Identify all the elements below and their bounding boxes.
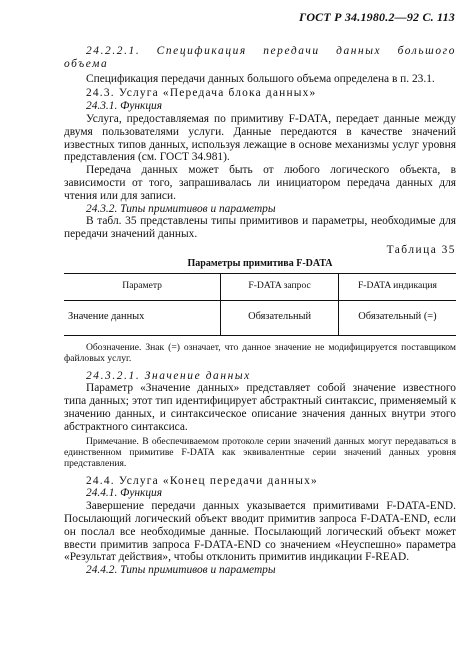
table-note: Обозначение. Знак (=) означает, что данное значение не модифицируется поставщиком файловых услуг. (64, 341, 456, 364)
section-heading-24321: 24.3.2.1. Значение данных (86, 369, 251, 382)
subheading-2432: 24.3.2. Типы примитивов и параметры (86, 202, 276, 215)
note-24321: Примечание. В обеспечиваемом протоколе серии значений данных могут передаваться в единственном примитиве F-DATA как эквивалентные серии значений данных уровня представления. (64, 435, 456, 469)
table-cell-indication: Обязательный (=) (338, 300, 456, 335)
section-heading-24221: 24.2.2.1. Спецификация передачи данных большого объема (64, 45, 456, 70)
page-header: ГОСТ Р 34.1980.2—92 С. 113 (299, 10, 455, 24)
table-caption: Таблица 35 (386, 243, 456, 256)
table-header-indication: F-DATA индикация (338, 273, 456, 300)
table-header-row (64, 273, 456, 300)
table-row (64, 300, 456, 335)
section-heading-244: 24.4. Услуга «Конец передачи данных» (86, 474, 318, 487)
subheading-2431: 24.3.1. Функция (86, 100, 163, 113)
paragraph-2431-1: Услуга, предоставляемая по примитиву F-DATA, передает данные между двумя пользователями услуги. Данные передаются в качестве значений известных типов данных, используя лежащие в основе механизмы услуг уровня представления (см. ГОСТ 34.981). (64, 112, 456, 164)
table-cell-param: Значение данных (64, 300, 221, 335)
table-title: Параметры примитива F-DATA (187, 257, 333, 269)
paragraph-24221: Спецификация передачи данных большого объема определена в п. 23.1. (86, 72, 435, 85)
paragraph-2441: Завершение передачи данных указывается примитивами F-DATA-END. Посылающий логический объект вводит примитив запроса F-DATA-END, если он послал все необходимые данные. Посылающий логический объект может ввести примитив запроса F-DATA-END со значением «Неуспешно» параметра «Результат действия», чтобы отклонить примитив индикации F-READ. (64, 500, 456, 564)
subheading-2442: 24.4.2. Типы примитивов и параметры (86, 564, 276, 577)
table-header-param: Параметр (64, 273, 221, 300)
paragraph-24321: Параметр «Значение данных» представляет собой значение известного типа данных; этот тип идентифицирует абстрактный синтаксис, применяемый к значению данных, и синтаксическое описание значения данных внутри этого абстрактного синтаксиса. (64, 382, 456, 433)
subheading-2441: 24.4.1. Функция (86, 487, 163, 500)
paragraph-2431-2: Передача данных может быть от любого логического объекта, в зависимости от того, запрашивалась ли инициатором передача данных для чтения или для записи. (64, 164, 456, 202)
paragraph-2432: В табл. 35 представлены типы примитивов и параметры, необходимые для передачи значений данных. (64, 215, 456, 241)
document-body (64, 45, 456, 577)
parameters-table (64, 273, 456, 336)
table-cell-request: Обязательный (221, 300, 339, 335)
section-heading-243: 24.3. Услуга «Передача блока данных» (86, 87, 317, 100)
table-header-request: F-DATA запрос (221, 273, 339, 300)
